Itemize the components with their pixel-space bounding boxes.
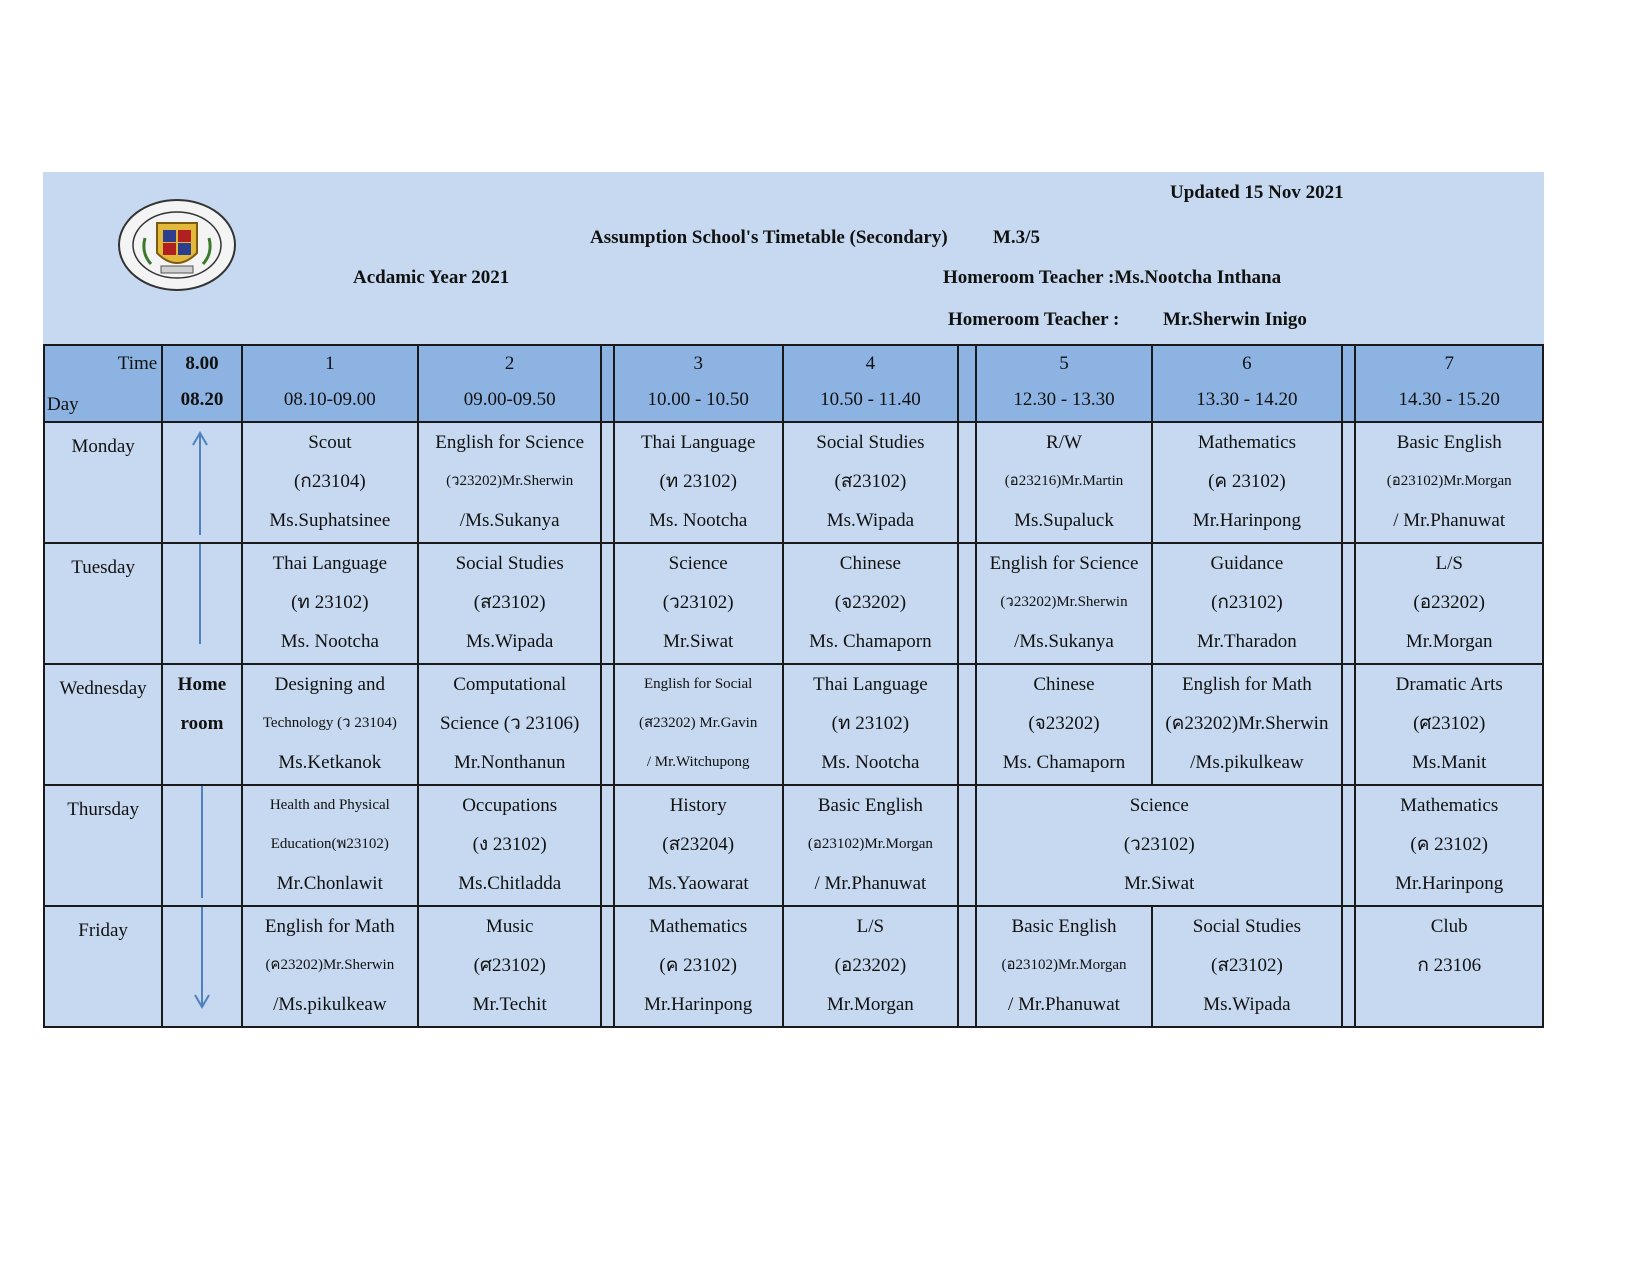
- lunch-gap: [958, 345, 976, 422]
- day-row-friday: [44, 906, 1543, 1027]
- lesson-cell: English for Social (ส23202) Mr.Gavin / Mr.Witchupong: [614, 664, 783, 785]
- homeroom-teacher-2-name: Mr.Sherwin Inigo: [1163, 309, 1307, 330]
- period-header-1: 1 08.10-09.00: [242, 345, 418, 422]
- lesson-cell: Social Studies (ส23102) Ms.Wipada: [783, 422, 958, 543]
- day-name: Wednesday: [44, 664, 162, 785]
- lesson-cell: Designing and Technology (ว 23104) Ms.Ketkanok: [242, 664, 418, 785]
- day-name: Thursday: [44, 785, 162, 906]
- break-gap: [601, 345, 613, 422]
- break-gap: [601, 785, 613, 906]
- academic-year: Acdamic Year 2021: [353, 267, 510, 288]
- lesson-cell: History (ส23204) Ms.Yaowarat: [614, 785, 783, 906]
- break-gap: [601, 422, 613, 543]
- day-name: Tuesday: [44, 543, 162, 664]
- homeroom-cell: [162, 543, 241, 664]
- lesson-cell: Basic English (อ23102)Mr.Morgan / Mr.Phanuwat: [1355, 422, 1543, 543]
- homeroom-cell: [162, 785, 241, 906]
- lesson-cell: Social Studies (ส23102) Ms.Wipada: [1152, 906, 1343, 1027]
- lunch-gap: [958, 422, 976, 543]
- lesson-cell: Club ก 23106: [1355, 906, 1543, 1027]
- lesson-cell: English for Math (ค23202)Mr.Sherwin /Ms.pikulkeaw: [242, 906, 418, 1027]
- break-gap: [1342, 785, 1355, 906]
- up-arrow-icon: [163, 423, 241, 535]
- period-header-4: 4 10.50 - 11.40: [783, 345, 958, 422]
- lesson-cell: Basic English (อ23102)Mr.Morgan / Mr.Phanuwat: [976, 906, 1151, 1027]
- page-title: Assumption School's Timetable (Secondary): [590, 227, 948, 248]
- day-row-tuesday: [44, 543, 1543, 664]
- lesson-cell: Chinese (จ23202) Ms. Chamaporn: [783, 543, 958, 664]
- break-gap: [601, 543, 613, 664]
- day-row-thursday: [44, 785, 1543, 906]
- lesson-cell: English for Math (ค23202)Mr.Sherwin /Ms.pikulkeaw: [1152, 664, 1343, 785]
- lesson-cell: Computational Science (ว 23106) Mr.Nonthanun: [418, 664, 601, 785]
- lesson-cell: Chinese (จ23202) Ms. Chamaporn: [976, 664, 1151, 785]
- homeroom-teacher-1: Homeroom Teacher :Ms.Nootcha Inthana: [943, 267, 1282, 288]
- lesson-cell: Occupations (ง 23102) Ms.Chitladda: [418, 785, 601, 906]
- period-header-6: 6 13.30 - 14.20: [1152, 345, 1343, 422]
- timetable-grid: [43, 344, 1544, 1028]
- down-arrow-icon: [163, 907, 241, 1019]
- lesson-cell: L/S (อ23202) Mr.Morgan: [783, 906, 958, 1027]
- lesson-cell: Thai Language (ท 23102) Ms. Nootcha: [614, 422, 783, 543]
- homeroom-time-header: [162, 345, 241, 422]
- lunch-gap: [958, 906, 976, 1027]
- arrow-line: [163, 544, 241, 656]
- break-gap: [601, 906, 613, 1027]
- homeroom-cell: Home room: [162, 664, 241, 785]
- day-name: Friday: [44, 906, 162, 1027]
- lesson-cell-double: Science (ว23102) Mr.Siwat: [976, 785, 1342, 906]
- break-gap: [1342, 345, 1355, 422]
- day-name: Monday: [44, 422, 162, 543]
- lesson-cell: Basic English (อ23102)Mr.Morgan / Mr.Phanuwat: [783, 785, 958, 906]
- break-gap: [601, 664, 613, 785]
- lesson-cell: Thai Language (ท 23102) Ms. Nootcha: [242, 543, 418, 664]
- header-row: [44, 345, 1543, 422]
- break-gap: [1342, 422, 1355, 543]
- time-label: Time: [117, 353, 158, 374]
- period-header-7: 7 14.30 - 15.20: [1355, 345, 1543, 422]
- homeroom-teacher-2-label: Homeroom Teacher :: [948, 309, 1120, 330]
- school-logo-icon: [117, 198, 237, 292]
- lesson-cell: Mathematics (ค 23102) Mr.Harinpong: [1355, 785, 1543, 906]
- timetable-sheet: [43, 172, 1544, 1015]
- timetable-header: [43, 172, 1544, 344]
- day-row-monday: [44, 422, 1543, 543]
- day-row-wednesday: [44, 664, 1543, 785]
- lesson-cell: Dramatic Arts (ศ23102) Ms.Manit: [1355, 664, 1543, 785]
- day-label: Day: [47, 394, 79, 415]
- lesson-cell: English for Science (ว23202)Mr.Sherwin /Ms.Sukanya: [976, 543, 1151, 664]
- lesson-cell: Mathematics (ค 23102) Mr.Harinpong: [1152, 422, 1343, 543]
- lesson-cell: English for Science (ว23202)Mr.Sherwin /Ms.Sukanya: [418, 422, 601, 543]
- lesson-cell: Music (ศ23102) Mr.Techit: [418, 906, 601, 1027]
- period-header-3: 3 10.00 - 10.50: [614, 345, 783, 422]
- class-name: M.3/5: [993, 227, 1040, 248]
- lesson-cell: R/W (อ23216)Mr.Martin Ms.Supaluck: [976, 422, 1151, 543]
- lesson-cell: L/S (อ23202) Mr.Morgan: [1355, 543, 1543, 664]
- lesson-cell: Thai Language (ท 23102) Ms. Nootcha: [783, 664, 958, 785]
- time-day-corner: [44, 345, 162, 422]
- lunch-gap: [958, 543, 976, 664]
- lunch-gap: [958, 785, 976, 906]
- period-header-2: 2 09.00-09.50: [418, 345, 601, 422]
- homeroom-start: 8.00: [185, 353, 219, 374]
- homeroom-end: 08.20: [180, 389, 224, 410]
- lesson-cell: Guidance (ก23102) Mr.Tharadon: [1152, 543, 1343, 664]
- arrow-line: [163, 786, 241, 898]
- lesson-cell: Health and Physical Education(พ23102) Mr.Chonlawit: [242, 785, 418, 906]
- break-gap: [1342, 543, 1355, 664]
- homeroom-cell: [162, 906, 241, 1027]
- lesson-cell: Mathematics (ค 23102) Mr.Harinpong: [614, 906, 783, 1027]
- period-header-5: 5 12.30 - 13.30: [976, 345, 1151, 422]
- break-gap: [1342, 906, 1355, 1027]
- lesson-cell: Scout (ก23104) Ms.Suphatsinee: [242, 422, 418, 543]
- updated-date: Updated 15 Nov 2021: [1170, 182, 1344, 203]
- lesson-cell: Science (ว23102) Mr.Siwat: [614, 543, 783, 664]
- break-gap: [1342, 664, 1355, 785]
- lunch-gap: [958, 664, 976, 785]
- homeroom-cell: [162, 422, 241, 543]
- lesson-cell: Social Studies (ส23102) Ms.Wipada: [418, 543, 601, 664]
